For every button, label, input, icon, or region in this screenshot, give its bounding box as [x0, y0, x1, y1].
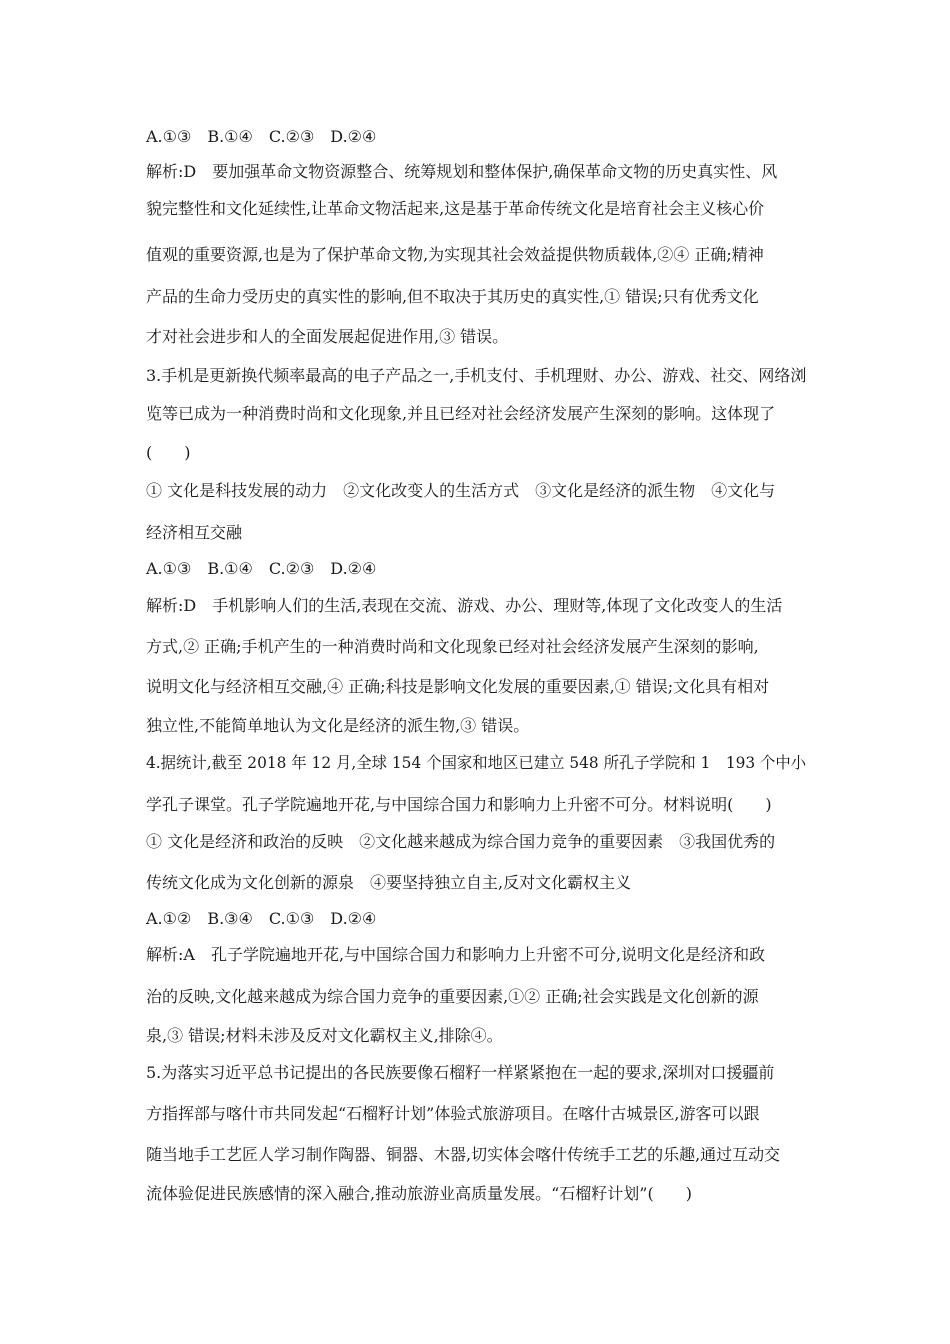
q2-analysis-line-5: 才对社会进步和人的全面发展起促进作用,③ 错误。	[146, 327, 509, 346]
q5-stem-line-3: 随当地手工艺匠人学习制作陶器、铜器、木器,切实体会喀什传统手工艺的乐趣,通过互动交	[146, 1145, 781, 1164]
q2-analysis-line-3: 值观的重要资源,也是为了保护革命文物,为实现其社会效益提供物质载体,②④ 正确;精神	[146, 245, 764, 264]
q3-options: A.①③ B.①④ C.②③ D.②④	[146, 559, 377, 578]
q5-stem-line-1: 5.为落实习近平总书记提出的各民族要像石榴籽一样紧紧抱在一起的要求,深圳对口援疆前	[146, 1063, 775, 1082]
q4-analysis-line-1: 解析:A 孔子学院遍地开花,与中国综合国力和影响力上升密不可分,说明文化是经济和政	[146, 945, 766, 964]
q4-analysis-line-2: 治的反映,文化越来越成为综合国力竞争的重要因素,①② 正确;社会实践是文化创新的源	[146, 987, 759, 1006]
q4-statements-line-2: 传统文化成为文化创新的源泉 ④要坚持独立自主,反对文化霸权主义	[146, 873, 632, 892]
q4-statements-line-1: ① 文化是经济和政治的反映 ②文化越来越成为综合国力竞争的重要因素 ③我国优秀的	[146, 832, 776, 851]
q2-options: A.①③ B.①④ C.②③ D.②④	[146, 127, 377, 146]
q4-stem-line-1: 4.据统计,截至 2018 年 12 月,全球 154 个国家和地区已建立 548 所孔子学院和 1 193 个中小	[146, 753, 807, 772]
q3-stem-line-2: 览等已成为一种消费时尚和文化现象,并且已经对社会经济发展产生深刻的影响。这体现了	[146, 404, 776, 423]
q3-stem-blank: ( )	[146, 443, 191, 462]
q4-options: A.①② B.③④ C.①③ D.②④	[146, 909, 377, 928]
q2-analysis-line-4: 产品的生命力受历史的真实性的影响,但不取决于其历史的真实性,① 错误;只有优秀文化	[146, 287, 759, 306]
q3-analysis-line-4: 独立性,不能简单地认为文化是经济的派生物,③ 错误。	[146, 716, 530, 735]
q4-stem-line-2: 学孔子课堂。孔子学院遍地开花,与中国综合国力和影响力上升密不可分。材料说明( )	[146, 795, 772, 814]
q4-analysis-line-3: 泉,③ 错误;材料未涉及反对文化霸权主义,排除④。	[146, 1026, 503, 1045]
q3-statements-line-1: ① 文化是科技发展的动力 ②文化改变人的生活方式 ③文化是经济的派生物 ④文化与	[146, 481, 776, 500]
q3-analysis-line-1: 解析:D 手机影响人们的生活,表现在交流、游戏、办公、理财等,体现了文化改变人的生活	[146, 596, 783, 615]
q5-stem-line-4: 流体验促进民族感情的深入融合,推动旅游业高质量发展。“石榴籽计划”( )	[146, 1184, 692, 1203]
q2-analysis-line-2: 貌完整性和文化延续性,让革命文物活起来,这是基于革命传统文化是培育社会主义核心价	[146, 199, 765, 218]
q3-analysis-line-3: 说明文化与经济相互交融,④ 正确;科技是影响文化发展的重要因素,① 错误;文化具有相对	[146, 677, 770, 696]
q3-statements-line-2: 经济相互交融	[146, 523, 243, 542]
q3-stem-line-1: 3.手机是更新换代频率最高的电子产品之一,手机支付、手机理财、办公、游戏、社交、网络浏	[146, 366, 807, 385]
q3-analysis-line-2: 方式,② 正确;手机产生的一种消费时尚和文化现象已经对社会经济发展产生深刻的影响,	[146, 637, 759, 656]
q5-stem-line-2: 方指挥部与喀什市共同发起“石榴籽计划”体验式旅游项目。在喀什古城景区,游客可以跟	[146, 1104, 760, 1123]
q2-analysis-line-1: 解析:D 要加强革命文物资源整合、统筹规划和整体保护,确保革命文物的历史真实性、风	[146, 162, 778, 181]
